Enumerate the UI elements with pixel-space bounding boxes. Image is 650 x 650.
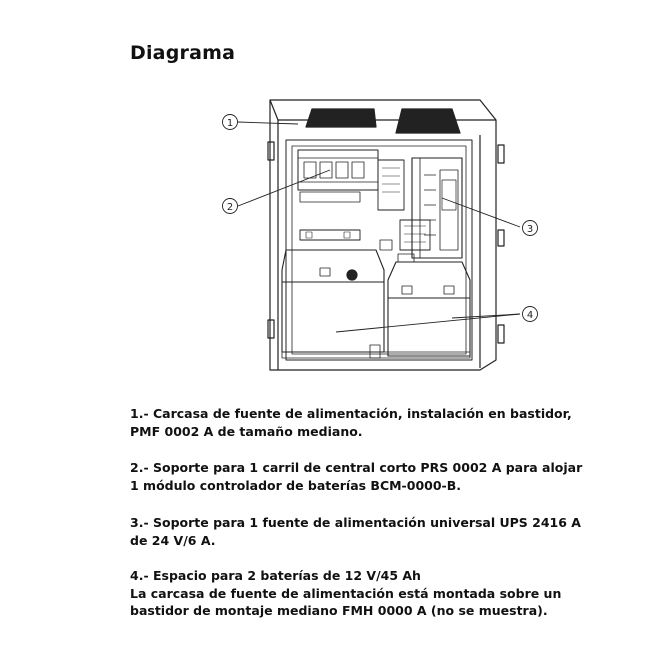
svg-text:3: 3 xyxy=(526,224,534,235)
page-title: Diagrama xyxy=(130,42,236,64)
legend-line: bastidor de montaje mediano FMH 0000 A (no se muestra). xyxy=(130,603,548,618)
legend-line: PMF 0002 A de tamaño mediano. xyxy=(130,423,363,439)
legend-line: 1.- Carcasa de fuente de alimentación, instalación en bastidor, xyxy=(130,406,572,421)
svg-text:1: 1 xyxy=(226,118,234,129)
callout-2 xyxy=(223,199,238,214)
svg-text:4: 4 xyxy=(526,310,534,321)
rail-module xyxy=(298,150,404,210)
power-supply xyxy=(400,158,462,258)
hinge-left xyxy=(268,142,274,338)
battery-right xyxy=(388,254,470,356)
legend-line: 3.- Soporte para 1 fuente de alimentación universal UPS 2416 A xyxy=(130,515,581,530)
legend-line: de 24 V/6 A. xyxy=(130,532,216,548)
vent-left xyxy=(306,109,376,127)
legend-line: La carcasa de fuente de alimentación está montada sobre un xyxy=(130,585,562,601)
legend-item-3 xyxy=(130,514,581,549)
svg-text:2: 2 xyxy=(226,202,234,213)
battery-left xyxy=(282,250,384,352)
callout-4 xyxy=(523,307,538,322)
legend-item-1 xyxy=(130,405,572,440)
legend-line: 2.- Soporte para 1 carril de central corto PRS 0002 A para alojar xyxy=(130,460,583,475)
housing-top xyxy=(270,100,496,120)
legend-line: 1 módulo controlador de baterías BCM-0000-B. xyxy=(130,477,461,493)
legend-line: 4.- Espacio para 2 baterías de 12 V/45 Ah xyxy=(130,568,421,583)
vent-right xyxy=(396,109,460,133)
hinge-right xyxy=(498,145,504,343)
legend-item-4 xyxy=(130,567,562,620)
callout-3 xyxy=(523,221,538,236)
legend-item-2 xyxy=(130,459,583,494)
callout-1 xyxy=(223,115,238,130)
